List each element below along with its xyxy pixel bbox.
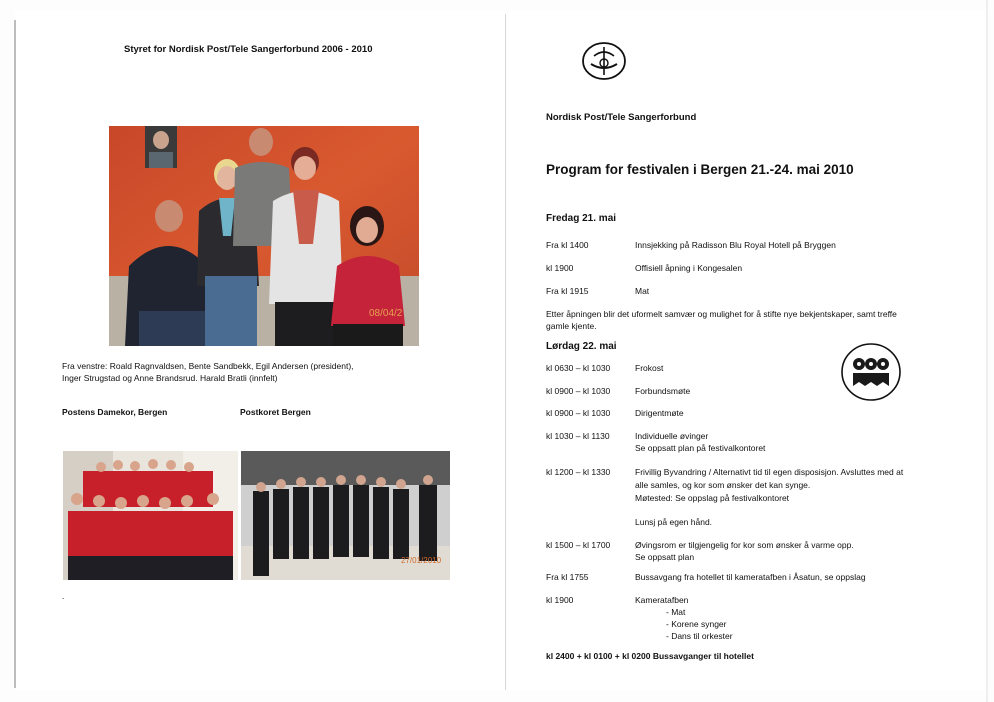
sat-desc-3: Dirigentmøte — [635, 408, 684, 418]
page-spine — [505, 14, 506, 690]
caption-line-1: Fra venstre: Roald Ragnvaldsen, Bente Sandbekk, Egil Andersen (president), — [62, 361, 354, 371]
choir2-photo — [241, 451, 450, 580]
sat-time-2: kl 0900 – kl 1030 — [546, 386, 611, 396]
sat-desc-7a: Øvingsrom er tilgjengelig for kor som ønsker å varme opp. — [635, 540, 854, 550]
sat-time-1: kl 0630 – kl 1030 — [546, 363, 611, 373]
caption-line-2: Inger Strugstad og Anne Brandsrud. Harald Bratli (innfelt) — [62, 373, 278, 383]
left-page-title: Styret for Nordisk Post/Tele Sangerforbund 2006 - 2010 — [124, 44, 373, 55]
board-photo — [109, 126, 419, 346]
sat-desc-9: Kameratafben — [635, 595, 689, 605]
friday-heading: Fredag 21. mai — [546, 213, 617, 224]
sat-time-5: kl 1200 – kl 1330 — [546, 467, 611, 477]
sat-desc-5b: alle samles, og kor som ønsker det kan synge. — [635, 480, 811, 490]
saturday-heading: Lørdag 22. mai — [546, 341, 617, 352]
sat-desc-4b: Se oppsatt plan på festivalkontoret — [635, 443, 766, 453]
right-page-edge — [986, 0, 988, 702]
sat-time-7: kl 1500 – kl 1700 — [546, 540, 611, 550]
sat-time-3: kl 0900 – kl 1030 — [546, 408, 611, 418]
final-bus-line: kl 2400 + kl 0100 + kl 0200 Bussavganger til hotellet — [546, 651, 754, 661]
choir-emblem — [840, 342, 902, 402]
friday-note-line-1: Etter åpningen blir det uformelt samvær og mulighet for å stifte nye bekjentskaper, samt treffe — [546, 309, 897, 319]
board-photo-date: 08/04/2 — [369, 308, 403, 319]
post-horn-logo — [581, 42, 627, 80]
sub-item-1: - Mat — [666, 607, 686, 617]
org-name: Nordisk Post/Tele Sangerforbund — [546, 112, 697, 123]
friday-desc-2: Offisiell åpning i Kongesalen — [635, 263, 743, 273]
choir2-name: Postkoret Bergen — [240, 407, 311, 417]
sat-desc-7b: Se oppsatt plan — [635, 552, 695, 562]
friday-time-2: kl 1900 — [546, 263, 574, 273]
choir1-photo — [63, 451, 238, 580]
left-page-edge — [14, 20, 16, 688]
sat-desc-1: Frokost — [635, 363, 664, 373]
stray-mark: . — [62, 591, 65, 601]
sat-desc-5c: Møtested: Se oppslag på festivalkontoret — [635, 493, 790, 503]
sat-time-9: kl 1900 — [546, 595, 574, 605]
sat-desc-8: Bussavgang fra hotellet til kameratafben i Åsatun, se oppslag — [635, 572, 866, 582]
sat-time-4: kl 1030 – kl 1130 — [546, 431, 610, 441]
sat-desc-5a: Frivillig Byvandring / Alternativt tid til egen disposisjon. Avsluttes med at — [635, 467, 904, 477]
friday-time-1: Fra kl 1400 — [546, 240, 589, 250]
choir2-photo-date: 27/01/2010 — [401, 556, 442, 565]
sat-desc-2: Forbundsmøte — [635, 386, 691, 396]
program-title: Program for festivalen i Bergen 21.-24. mai 2010 — [546, 162, 854, 177]
sat-time-8: Fra kl 1755 — [546, 572, 589, 582]
sat-desc-4a: Individuelle øvinger — [635, 431, 709, 441]
left-page — [15, 10, 505, 690]
friday-desc-1: Innsjekking på Radisson Blu Royal Hotell på Bryggen — [635, 240, 836, 250]
sub-item-3: - Dans til orkester — [666, 631, 733, 641]
friday-note-line-2: gamle kjente. — [546, 321, 597, 331]
choir1-name: Postens Damekor, Bergen — [62, 407, 168, 417]
friday-desc-3: Mat — [635, 286, 650, 296]
sat-desc-6: Lunsj på egen hånd. — [635, 517, 713, 527]
friday-time-3: Fra kl 1915 — [546, 286, 589, 296]
sub-item-2: - Korene synger — [666, 619, 727, 629]
